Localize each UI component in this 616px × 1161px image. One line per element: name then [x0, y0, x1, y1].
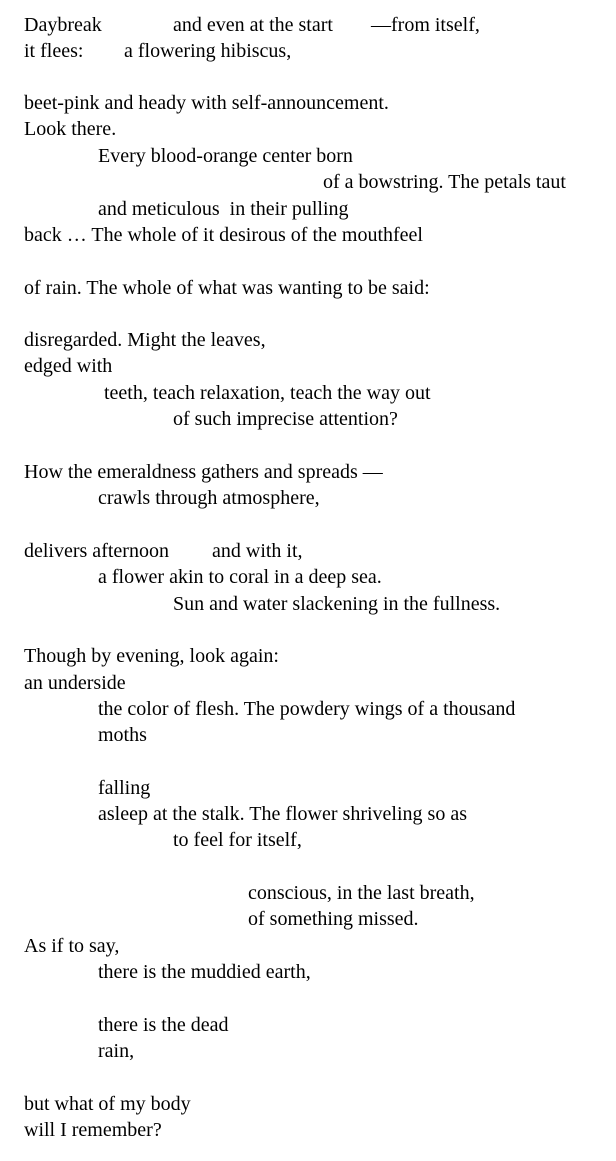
poem-line: and even at the start	[173, 14, 333, 36]
poem-line: will I remember?	[24, 1119, 162, 1141]
poem-line: Every blood-orange center born	[98, 145, 353, 167]
poem-line: there is the muddied earth,	[98, 961, 311, 983]
poem-line: disregarded. Might the leaves,	[24, 329, 266, 351]
poem-line: a flower akin to coral in a deep sea.	[98, 566, 382, 588]
poem-line: rain,	[98, 1040, 135, 1062]
poem-line: Though by evening, look again:	[24, 645, 279, 667]
poem-line: Daybreak	[24, 14, 102, 36]
poem-line: but what of my body	[24, 1093, 191, 1115]
poem-line: How the emeraldness gathers and spreads —	[24, 461, 383, 483]
poem-line: Look there.	[24, 118, 117, 140]
poem-line: crawls through atmosphere,	[98, 487, 320, 509]
poem-line: conscious, in the last breath,	[248, 882, 475, 904]
poem-line: of something missed.	[248, 908, 419, 930]
poem-line: beet-pink and heady with self-announcement.	[24, 92, 389, 114]
poem-line: of a bowstring. The petals taut	[323, 171, 566, 193]
poem-line: of rain. The whole of what was wanting to be said:	[24, 277, 430, 299]
poem-line: to feel for itself,	[173, 829, 302, 851]
poem-line: it flees:	[24, 40, 84, 62]
poem-line: back … The whole of it desirous of the mouthfeel	[24, 224, 423, 246]
poem-line: delivers afternoon	[24, 540, 169, 562]
poem-line: As if to say,	[24, 935, 120, 957]
poem-line: moths	[98, 724, 147, 746]
poem-line: teeth, teach relaxation, teach the way out	[104, 382, 431, 404]
poem-line: edged with	[24, 355, 113, 377]
poem-line: falling	[98, 777, 151, 799]
poem-line: and meticulous in their pulling	[98, 198, 349, 220]
poem-line: asleep at the stalk. The flower shriveling so as	[98, 803, 467, 825]
poem-line: of such imprecise attention?	[173, 408, 398, 430]
poem-line: the color of flesh. The powdery wings of a thousand	[98, 698, 516, 720]
poem-line: and with it,	[212, 540, 303, 562]
poem-line: a flowering hibiscus,	[124, 40, 292, 62]
poem-line: an underside	[24, 672, 126, 694]
poem-line: Sun and water slackening in the fullness.	[173, 593, 501, 615]
poem-line: there is the dead	[98, 1014, 229, 1036]
poem-line: —from itself,	[371, 14, 480, 36]
